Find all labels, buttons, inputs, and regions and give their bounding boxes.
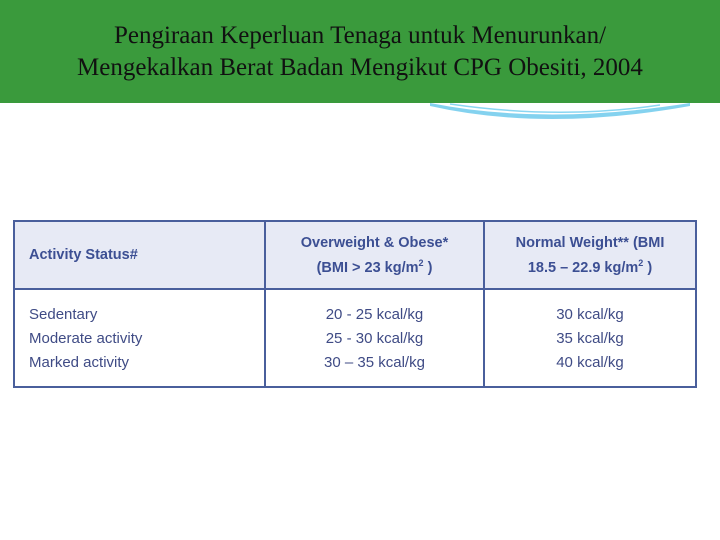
overweight-bmi-pre: (BMI > 23 kg/m (316, 259, 419, 276)
normal-bmi-post: ) (643, 259, 653, 276)
decorative-swoosh (0, 96, 720, 130)
header-normal-line-2 (491, 253, 689, 278)
header-normal-weight (484, 222, 695, 289)
overweight-bmi-post: ) (423, 259, 433, 276)
energy-requirement-table (13, 220, 697, 388)
overweight-bmi-sup: 2 (418, 257, 424, 268)
table-header-row (15, 222, 695, 289)
normal-value-sedentary: 30 kcal/kg (556, 306, 624, 323)
slide-title-line-1: Pengiraan Keperluan Tenaga untuk Menurunkan/ (113, 21, 607, 49)
normal-value-marked: 40 kcal/kg (556, 354, 624, 371)
title-bar (0, 0, 720, 103)
activity-sedentary: Sedentary (29, 306, 98, 323)
normal-column (484, 289, 695, 386)
overweight-value-sedentary: 20 - 25 kcal/kg (325, 306, 424, 323)
overweight-value-moderate: 25 - 30 kcal/kg (325, 330, 424, 347)
activity-marked: Marked activity (29, 354, 130, 371)
header-overweight-line-2 (272, 253, 477, 278)
header-normal-line-1: Normal Weight** (BMI (515, 234, 665, 251)
slide-title-line-2: Mengekalkan Berat Badan Mengikut CPG Obesiti, 2004 (77, 53, 643, 81)
normal-bmi-pre: 18.5 – 22.9 kg/m (527, 259, 639, 276)
normal-bmi-sup: 2 (638, 257, 644, 268)
header-activity-status: Activity Status# (15, 222, 265, 289)
overweight-column (265, 289, 484, 386)
swoosh-band (430, 103, 690, 119)
overweight-value-marked: 30 – 35 kcal/kg (324, 354, 425, 371)
activity-column (15, 289, 265, 386)
normal-value-moderate: 35 kcal/kg (556, 330, 624, 347)
activity-moderate: Moderate activity (29, 330, 143, 347)
table-row (15, 289, 695, 386)
header-overweight-obese (265, 222, 484, 289)
header-overweight-line-1: Overweight & Obese* (300, 234, 449, 251)
table (15, 222, 695, 386)
